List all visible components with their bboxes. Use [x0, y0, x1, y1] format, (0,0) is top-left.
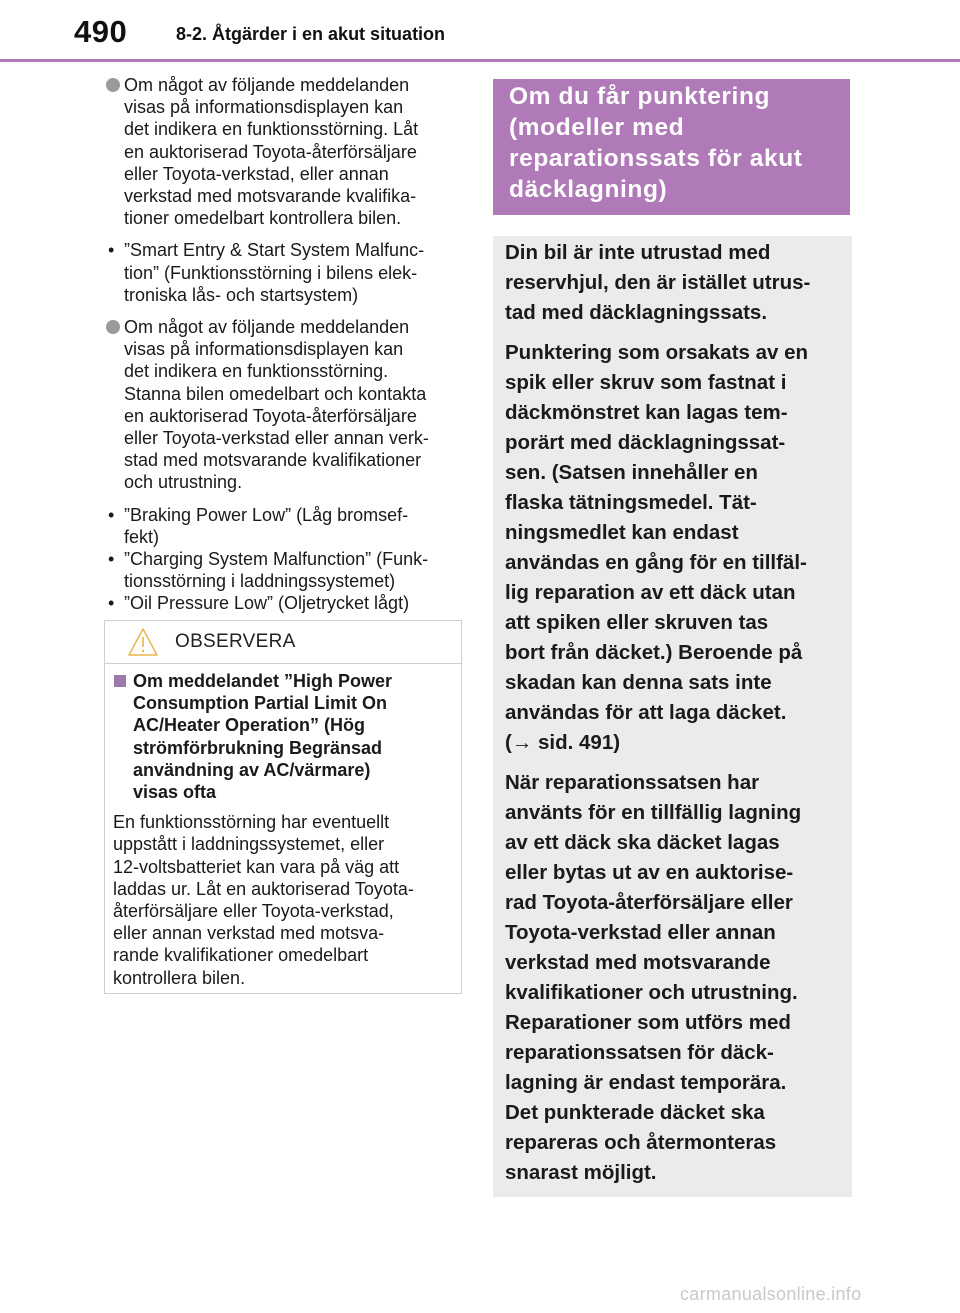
bullet-paragraph-1-text: [124, 74, 466, 229]
text-line: ”Oil Pressure Low” (Oljetrycket lågt): [124, 593, 410, 614]
text-line: tioner omedelbart kontrollera bilen.: [124, 208, 402, 229]
list-bullet-icon: •: [108, 504, 115, 525]
text-line: däcklagning): [509, 176, 668, 203]
text-line: flaska tätningsmedel. Tät-: [505, 491, 757, 514]
text-line: Om du får punktering: [509, 83, 771, 110]
notice-title: OBSERVERA: [175, 631, 296, 652]
text-line: visas på informationsdisplayen kan: [124, 339, 404, 360]
list-item: [104, 239, 466, 306]
text-line: När reparationssatsen har: [505, 771, 760, 794]
bullet-paragraph-2: [104, 316, 466, 494]
text-line: ningsmedlet kan endast: [505, 521, 739, 544]
text-line: sen. (Satsen innehåller en: [505, 461, 758, 484]
text-line: Om något av följande meddelanden: [124, 317, 410, 338]
bullet-dot-icon: [106, 78, 120, 92]
text-line: en auktoriserad Toyota-återförsäljare: [124, 405, 417, 426]
notice-header: [105, 621, 461, 664]
text-line: skadan kan denna sats inte: [505, 671, 772, 694]
text-line: Punktering som orsakats av en: [505, 341, 809, 364]
text-line: tad med däcklagningssats.: [505, 301, 768, 324]
text-line: återförsäljare eller Toyota-verkstad,: [113, 901, 394, 922]
section-heading-box: [493, 79, 850, 215]
text-line: tionsstörning i laddningssystemet): [124, 571, 396, 592]
text-line: det indikera en funktionsstörning. Låt: [124, 119, 419, 140]
text-line: Reparationer som utförs med: [505, 1011, 791, 1034]
text-line: att spiken eller skruven tas: [505, 611, 769, 634]
text-line: spik eller skruv som fastnat i: [505, 371, 787, 394]
text-line: fekt): [124, 526, 160, 547]
text-line: av ett däck ska däcket lagas: [505, 831, 780, 854]
text-line: ”Charging System Malfunction” (Funk-: [124, 549, 429, 570]
text-line: Om meddelandet ”High Power: [133, 671, 393, 691]
info-panel: [493, 236, 852, 1197]
section-title: 8-2. Åtgärder i en akut situation: [176, 24, 446, 44]
list-bullet-icon: •: [108, 240, 115, 261]
warning-triangle-icon: [127, 627, 159, 657]
text-line: det indikera en funktionsstörning.: [124, 361, 389, 382]
text-line: Om något av följande meddelanden: [124, 75, 410, 95]
message-list-1: [104, 239, 466, 306]
message-list-2: [104, 504, 466, 615]
text-line: bort från däcket.) Beroende på: [505, 641, 803, 664]
text-line: (→ sid. 491): [505, 731, 621, 754]
text-line: porärt med däcklagningssat-: [505, 431, 786, 454]
text-line: användas för att laga däcket.: [505, 701, 787, 724]
text-line: kontrollera bilen.: [113, 967, 246, 988]
text-line: lagning är endast temporära.: [505, 1071, 787, 1094]
text-line: visas ofta: [133, 782, 217, 803]
info-paragraph-1: [505, 238, 842, 328]
text-line: Det punkterade däcket ska: [505, 1101, 765, 1124]
text-line: däckmönstret kan lagas tem-: [505, 401, 788, 424]
text-line: eller bytas ut av en auktorise-: [505, 861, 794, 884]
text-line: tion” (Funktionsstörning i bilens elek-: [124, 262, 418, 283]
list-item: [104, 504, 466, 548]
text-line: En funktionsstörning har eventuellt: [113, 812, 390, 833]
text-line: uppstått i laddningssystemet, eller: [113, 834, 385, 855]
text-line: ”Smart Entry & Start System Malfunc-: [124, 240, 425, 261]
text-line: kvalifikationer och utrustning.: [505, 981, 798, 1004]
text-line: Stanna bilen omedelbart och kontakta: [124, 383, 427, 404]
text-line: rande kvalifikationer omedelbart: [113, 945, 369, 966]
text-line: stad med motsvarande kvalifikationer: [124, 450, 422, 471]
text-line: troniska lås- och startsystem): [124, 284, 359, 305]
watermark: carmanualsonline.info: [680, 1284, 862, 1304]
notice-text: [113, 811, 451, 989]
list-bullet-icon: •: [108, 549, 115, 570]
text-line: reparationssats för akut: [509, 145, 803, 172]
text-line: användas en gång för en tillfäl-: [505, 551, 807, 574]
text-line: använts för en tillfällig lagning: [505, 801, 802, 824]
text-line: reservhjul, den är istället utrus-: [505, 271, 811, 294]
text-line: repareras och återmonteras: [505, 1131, 777, 1154]
list-item: [104, 592, 466, 614]
text-line: reparationssatsen för däck-: [505, 1041, 774, 1064]
text-line: AC/Heater Operation” (Hög: [133, 715, 366, 736]
list-item: [104, 548, 466, 592]
text-line: en auktoriserad Toyota-återförsäljare: [124, 141, 417, 162]
text-line: eller Toyota-verkstad, eller annan: [124, 163, 389, 184]
notice-subheading: [113, 670, 451, 803]
text-line: eller annan verkstad med motsva-: [113, 923, 385, 944]
text-line: verkstad med motsvarande kvalifika-: [124, 186, 417, 207]
text-line: Din bil är inte utrustad med: [505, 241, 771, 264]
bullet-paragraph-2-text: [124, 316, 466, 494]
page-number: 490: [74, 14, 128, 49]
square-bullet-icon: [114, 675, 126, 687]
section-heading: [509, 81, 840, 205]
notice-box: [104, 620, 462, 994]
info-paragraph-3: [505, 768, 842, 1188]
text-line: användning av AC/värmare): [133, 759, 371, 780]
text-line: snarast möjligt.: [505, 1161, 657, 1184]
notice-subheading-text: [133, 670, 451, 803]
text-line: verkstad med motsvarande: [505, 951, 771, 974]
text-line: Toyota-verkstad eller annan: [505, 921, 776, 944]
list-bullet-icon: •: [108, 593, 115, 614]
text-line: visas på informationsdisplayen kan: [124, 97, 404, 118]
page-header: [0, 0, 960, 62]
bullet-dot-icon: [106, 320, 120, 334]
notice-body: [105, 664, 461, 989]
text-line: 12-voltsbatteriet kan vara på väg att: [113, 856, 400, 877]
text-line: eller Toyota-verkstad eller annan verk-: [124, 428, 429, 449]
text-line: ”Braking Power Low” (Låg bromsef-: [124, 504, 409, 525]
text-line: och utrustning.: [124, 472, 243, 493]
text-line: lig reparation av ett däck utan: [505, 581, 796, 604]
text-line: laddas ur. Låt en auktoriserad Toyota-: [113, 878, 414, 899]
text-line: rad Toyota-återförsäljare eller: [505, 891, 793, 914]
text-line: strömförbrukning Begränsad: [133, 737, 383, 758]
text-line: Consumption Partial Limit On: [133, 693, 388, 714]
bullet-paragraph-1: [104, 74, 466, 229]
text-line: (modeller med: [509, 114, 685, 141]
header-rule: [0, 59, 960, 62]
info-paragraph-2: [505, 338, 842, 758]
left-column: [104, 74, 466, 625]
